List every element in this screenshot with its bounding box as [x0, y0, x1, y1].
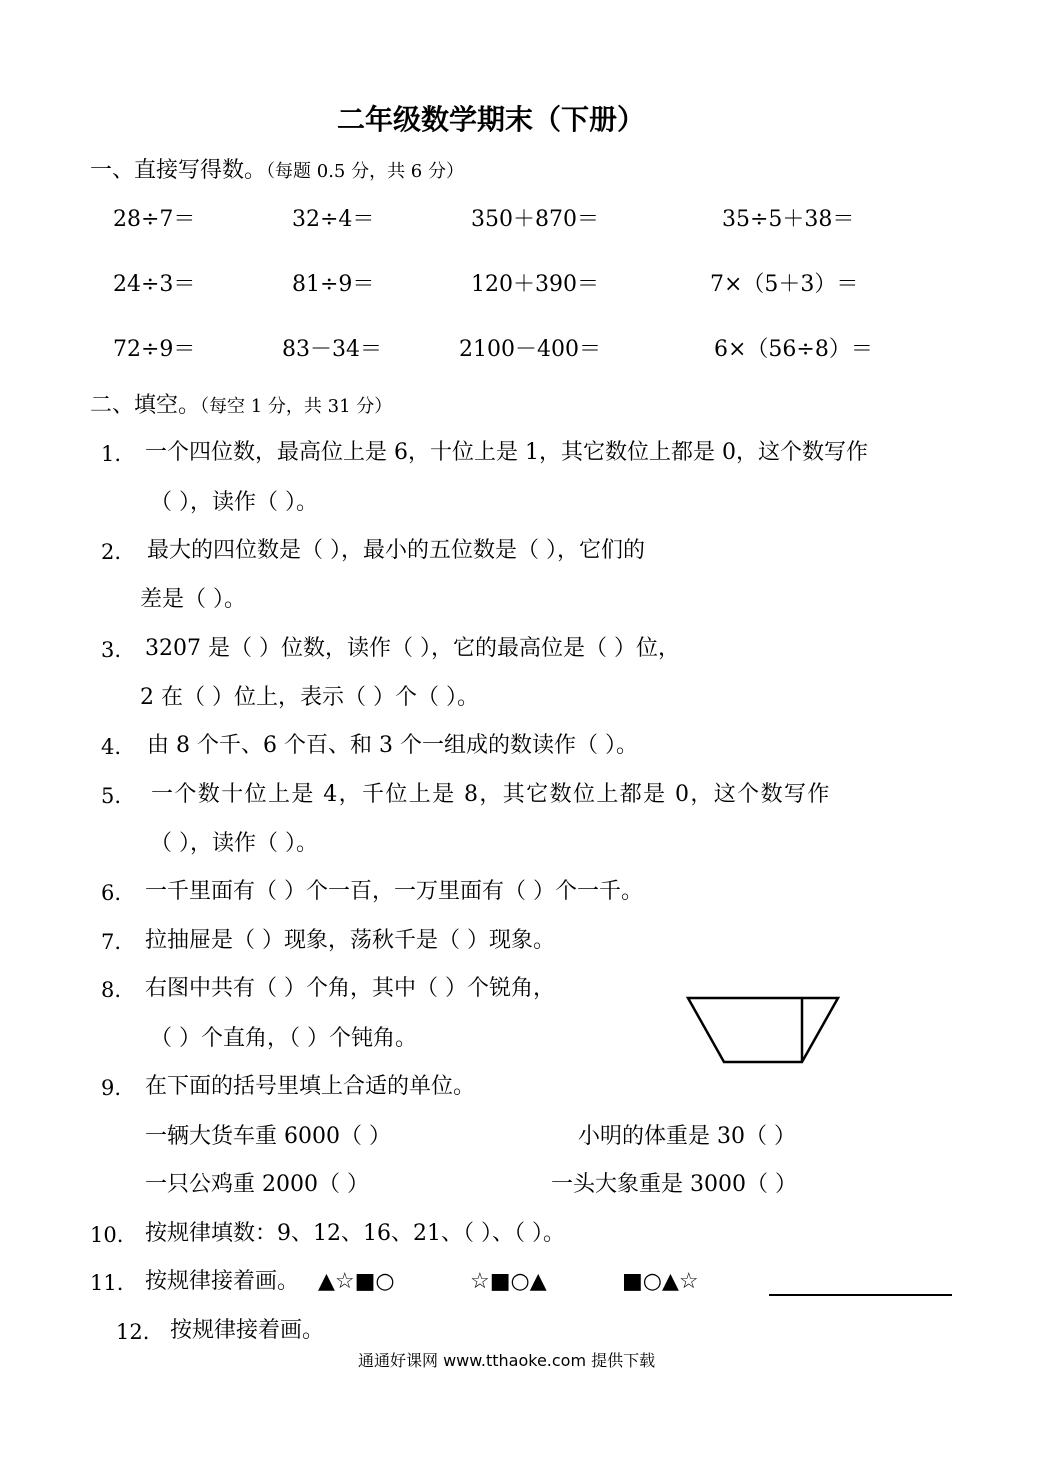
question-number: 7.: [101, 930, 122, 954]
question-text: （ ）个直角，（ ）个钝角。: [150, 1026, 417, 1051]
question-number: 9.: [101, 1076, 122, 1100]
question-text: 按规律填数：9、12、16、21、（ ）、（ ）。: [145, 1221, 565, 1246]
question-number: 8.: [101, 978, 122, 1002]
question-number: 1.: [101, 442, 122, 466]
question-text: 一个四位数，最高位上是 6，十位上是 1，其它数位上都是 0，这个数写作: [145, 440, 868, 465]
calc-item: 2100－400＝: [459, 337, 601, 362]
answer-line: [769, 1294, 952, 1296]
calc-item: 32÷4＝: [292, 207, 375, 232]
section-2-heading: [90, 395, 392, 417]
trapezoid-figure: [684, 994, 844, 1066]
question-number: 10.: [90, 1223, 124, 1247]
question-text: （ ），读作（ ）。: [150, 831, 318, 856]
question-text: 一千里面有（ ）个一百，一万里面有（ ）个一千。: [145, 879, 643, 904]
question-text: 按规律接着画。: [170, 1318, 325, 1343]
question-number: 2.: [101, 540, 122, 564]
footer-source: 通通好课网 www.tthaoke.com 提供下载: [358, 1351, 656, 1370]
page-title: 二年级数学期末（下册）: [337, 103, 646, 136]
question-text: 按规律接着画。: [145, 1269, 300, 1294]
question-text: 右图中共有（ ）个角，其中（ ）个锐角，: [145, 976, 555, 1001]
calc-item: 35÷5＋38＝: [722, 207, 855, 232]
section-2-note: （每空 1 分，共 31 分）: [200, 396, 393, 417]
section-1-note: （每题 0.5 分，共 6 分）: [266, 161, 464, 182]
question-number: 3.: [101, 638, 122, 662]
section-1-heading: [90, 160, 464, 182]
unit-item: 一只公鸡重 2000（ ）: [145, 1172, 369, 1197]
shape-pattern: ☆■○▲: [470, 1269, 547, 1294]
calc-item: 83－34＝: [282, 337, 382, 362]
shape-pattern: ▲☆■○: [318, 1269, 395, 1294]
unit-item: 一头大象重是 3000（ ）: [551, 1172, 797, 1197]
calc-item: 81÷9＝: [292, 272, 375, 297]
question-number: 4.: [101, 735, 122, 759]
calc-item: 6×（56÷8）＝: [714, 337, 873, 362]
question-text: 在下面的括号里填上合适的单位。: [145, 1074, 476, 1099]
question-text: 拉抽屉是（ ）现象，荡秋千是（ ）现象。: [145, 928, 555, 953]
question-text: 一个数十位上是 4，千位上是 8，其它数位上都是 0，这个数写作: [151, 782, 831, 807]
calc-item: 350＋870＝: [471, 207, 599, 232]
question-number: 11.: [90, 1271, 124, 1295]
unit-item: 小明的体重是 30（ ）: [578, 1124, 796, 1149]
question-number: 6.: [101, 881, 122, 905]
question-text: 差是（ ）。: [140, 587, 246, 612]
question-number: 5.: [101, 784, 122, 808]
trapezoid-outline: [688, 998, 838, 1062]
question-text: 由 8 个千、6 个百、和 3 个一组成的数读作（ ）。: [147, 733, 638, 758]
question-text: 最大的四位数是（ ），最小的五位数是（ ），它们的: [147, 538, 645, 563]
calc-item: 24÷3＝: [113, 272, 196, 297]
question-number: 12.: [116, 1320, 150, 1344]
calc-item: 120＋390＝: [471, 272, 599, 297]
calc-item: 28÷7＝: [113, 207, 196, 232]
calc-item: 7×（5＋3）＝: [710, 272, 859, 297]
question-text: 2 在（ ）位上，表示（ ）个（ ）。: [140, 685, 479, 710]
unit-item: 一辆大货车重 6000（ ）: [145, 1124, 391, 1149]
calc-item: 72÷9＝: [113, 337, 196, 362]
question-text: 3207 是（ ）位数，读作（ ），它的最高位是（ ）位，: [145, 636, 680, 661]
section-2-title: 二、填空。: [90, 393, 201, 418]
section-1-title: 一、直接写得数。: [90, 158, 267, 183]
question-text: （ ），读作（ ）。: [150, 490, 318, 515]
shape-pattern: ■○▲☆: [622, 1269, 699, 1294]
